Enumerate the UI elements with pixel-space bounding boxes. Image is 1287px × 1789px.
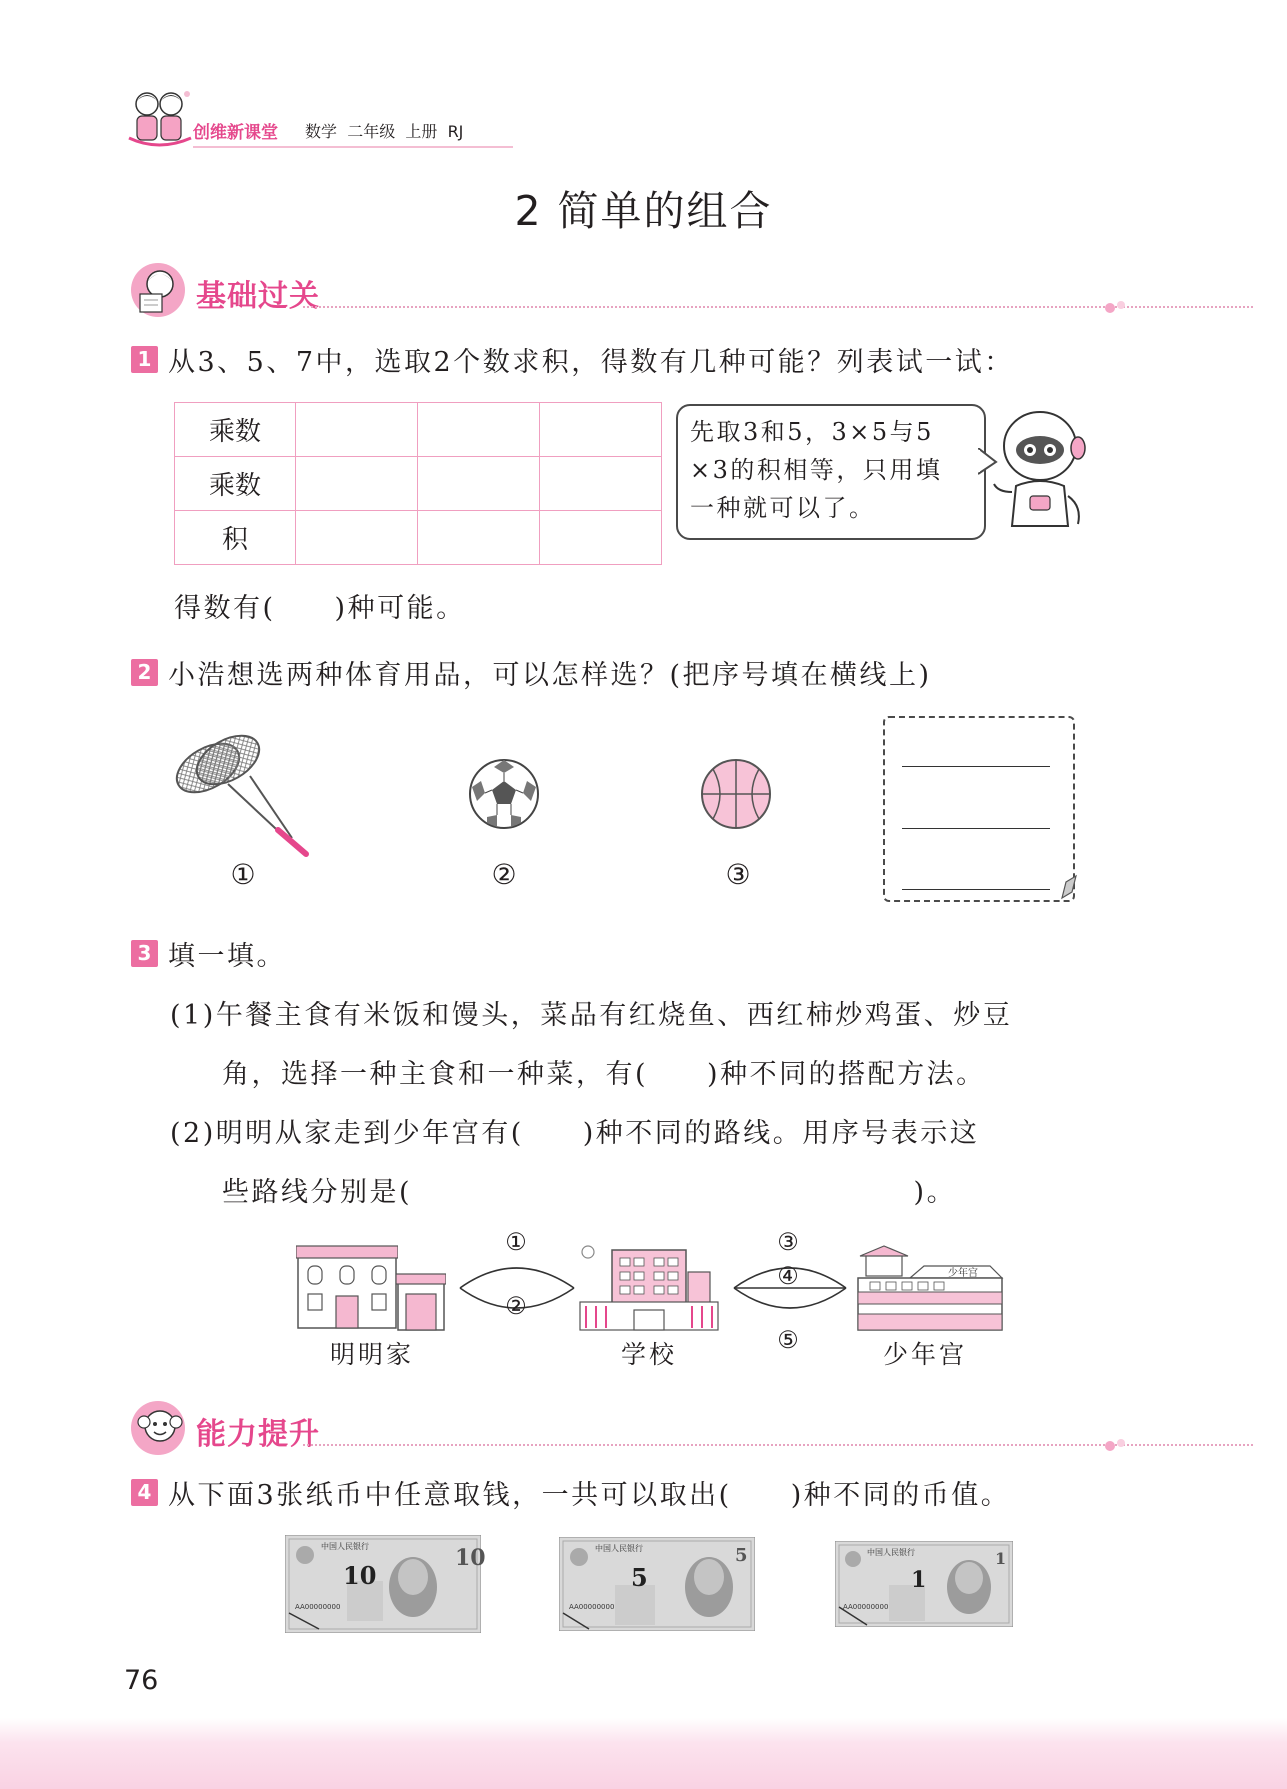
question-3-part2-line2: 些路线分别是( )。 xyxy=(222,1177,957,1208)
youth-palace-building-icon xyxy=(856,1244,1004,1332)
route-label-2: ② xyxy=(505,1292,527,1320)
note-value-corner: 1 xyxy=(995,1549,1007,1568)
answer-line[interactable] xyxy=(902,889,1050,890)
garage-icon xyxy=(396,1272,446,1332)
bank-name: 中国人民银行 xyxy=(867,1548,915,1557)
route-label-1: ① xyxy=(505,1228,527,1256)
serial-number: AA00000000 xyxy=(843,1603,889,1611)
hint-line: ×3的积相等，只用填 xyxy=(690,456,943,484)
pencil-icon xyxy=(1058,872,1080,900)
section-title: 基础过关 xyxy=(196,279,320,314)
table-cell[interactable] xyxy=(540,457,662,511)
question-1-answer: 得数有( )种可能。 xyxy=(174,593,466,624)
table-row xyxy=(175,403,662,457)
question-number-badge: 1 xyxy=(131,346,158,373)
serial-number: AA00000000 xyxy=(569,1603,615,1611)
question-3-text: 填一填。 xyxy=(168,941,286,972)
subject: 数学 xyxy=(305,122,338,141)
robot-icon xyxy=(990,406,1090,530)
question-number-badge: 2 xyxy=(131,659,158,686)
answer-line[interactable] xyxy=(902,766,1050,767)
book-info xyxy=(305,119,463,142)
table-cell[interactable] xyxy=(540,511,662,565)
table-cell[interactable] xyxy=(418,403,540,457)
table-cell[interactable] xyxy=(296,511,418,565)
monkey-mascot-icon xyxy=(128,1400,190,1456)
grade: 二年级 xyxy=(347,122,396,141)
section-banner-basic xyxy=(128,262,1128,318)
table-row xyxy=(175,511,662,565)
dots-decoration-icon xyxy=(1104,1436,1128,1452)
item-label-3: ③ xyxy=(725,858,751,891)
question-number-badge: 3 xyxy=(131,940,158,967)
header-divider xyxy=(193,146,513,148)
badminton-rackets-icon xyxy=(170,730,312,860)
note-value-corner: 5 xyxy=(735,1545,748,1566)
banknote-portrait-icon xyxy=(559,1537,755,1631)
item-label-2: ② xyxy=(491,858,517,891)
route-label-4: ④ xyxy=(777,1262,799,1290)
banknote-10-yuan xyxy=(285,1535,486,1633)
bank-name: 中国人民银行 xyxy=(595,1544,643,1553)
soccer-ball-icon xyxy=(467,757,541,831)
hint-text xyxy=(690,413,980,527)
route-label-5: ⑤ xyxy=(777,1326,799,1354)
footer-band xyxy=(0,1718,1287,1789)
row-label: 乘数 xyxy=(175,457,296,511)
page-number: 76 xyxy=(124,1665,159,1696)
question-3-part1-line2: 角，选择一种主食和一种菜，有( )种不同的搭配方法。 xyxy=(222,1059,986,1090)
row-label: 积 xyxy=(175,511,296,565)
answer-line[interactable] xyxy=(902,828,1050,829)
student-mascot-icon xyxy=(128,262,190,318)
question-1-text: 从3、5、7中，选取2个数求积，得数有几种可能？列表试一试： xyxy=(168,347,1014,378)
table-cell[interactable] xyxy=(418,457,540,511)
question-number-badge: 4 xyxy=(131,1479,158,1506)
table-cell[interactable] xyxy=(418,511,540,565)
hint-line: 一种就可以了。 xyxy=(690,494,876,522)
note-value: 5 xyxy=(631,1563,648,1592)
page-header xyxy=(125,88,515,154)
item-label-1: ① xyxy=(230,858,256,891)
route-label-3: ③ xyxy=(777,1228,799,1256)
multiplication-table xyxy=(174,402,662,565)
table-cell[interactable] xyxy=(540,403,662,457)
section-title: 能力提升 xyxy=(196,1417,320,1452)
note-value-corner: 10 xyxy=(455,1545,486,1571)
building-sign: 少年宫 xyxy=(948,1268,978,1279)
row-label: 乘数 xyxy=(175,403,296,457)
edition: RJ xyxy=(447,122,464,141)
banknote-5-yuan xyxy=(559,1537,755,1631)
note-value: 1 xyxy=(911,1567,927,1593)
section-banner-advanced xyxy=(128,1400,1128,1456)
answer-box xyxy=(883,716,1075,902)
question-3-part2-line1: (2)明明从家走到少年宫有( )种不同的路线。用序号表示这 xyxy=(170,1118,980,1149)
question-3-part1-line1: (1)午餐主食有米饭和馒头，菜品有红烧鱼、西红柿炒鸡蛋、炒豆 xyxy=(170,1000,1013,1031)
question-4-text: 从下面3张纸币中任意取钱，一共可以取出( )种不同的币值。 xyxy=(168,1480,1011,1511)
note-value: 10 xyxy=(343,1561,377,1590)
dots-decoration-icon xyxy=(1104,298,1128,314)
hint-line: 先取3和5，3×5与5 xyxy=(690,418,934,446)
place-label-home: 明明家 xyxy=(330,1340,415,1369)
kids-mascot-icon xyxy=(125,88,195,154)
page-title: 2 简单的组合 xyxy=(514,187,773,235)
brand-name: 创维新课堂 xyxy=(193,123,278,143)
question-2-text: 小浩想选两种体育用品，可以怎样选？(把序号填在横线上) xyxy=(168,660,932,691)
banknote-portrait-icon xyxy=(285,1535,481,1633)
place-label-youth-palace: 少年宫 xyxy=(883,1340,968,1369)
home-house-icon xyxy=(296,1240,398,1330)
table-cell[interactable] xyxy=(296,403,418,457)
bank-name: 中国人民银行 xyxy=(321,1542,369,1551)
serial-number: AA00000000 xyxy=(295,1603,341,1611)
basketball-icon xyxy=(699,757,773,831)
table-cell[interactable] xyxy=(296,457,418,511)
table-row xyxy=(175,457,662,511)
place-label-school: 学校 xyxy=(621,1340,678,1369)
volume: 上册 xyxy=(405,122,438,141)
banknote-1-yuan xyxy=(835,1541,1013,1627)
